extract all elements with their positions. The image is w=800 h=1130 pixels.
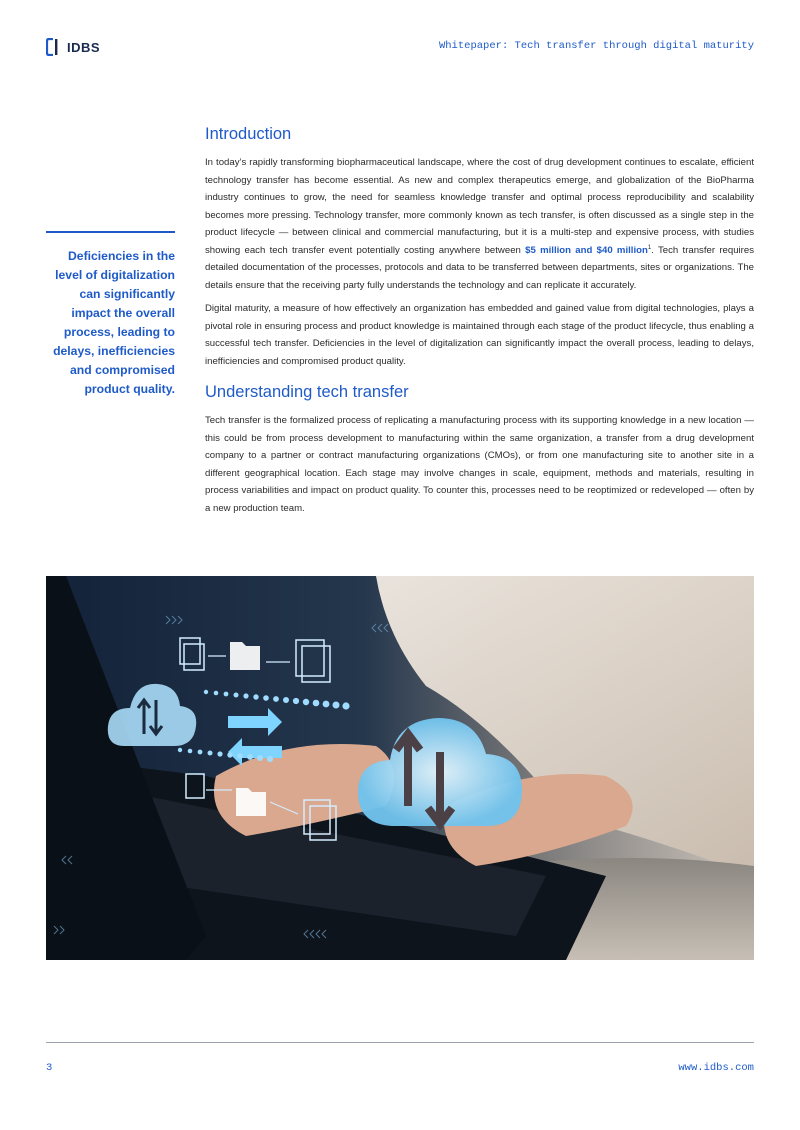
- intro-paragraph-1: [205, 154, 754, 294]
- page-number: 3: [46, 1062, 53, 1074]
- sidebar-divider: [46, 231, 175, 233]
- intro-paragraph-2: Digital maturity, a measure of how effectively an organization has embedded and gained value from digital technologies, plays a pivotal role in ensuring process and product knowledge is maintained through each stage of the product lifecycle, thus enabling a successful tech transfer. Deficiencies in the level of digitalization can significantly impact the overall process, leading to delays, inefficiencies and compromised product quality.: [205, 303, 754, 367]
- idbs-logo: [46, 38, 100, 56]
- understanding-paragraph-1: Tech transfer is the formalized process of replicating a manufacturing process with its supporting knowledge in a new location — this could be from process development to manufacturing within the same organization, a transfer from a drug development company to a partner or contract manufacturing organizations (CMOs), or from one manufacturing site to another site in a different geographical location. Each stage may involve changes in scale, equipment, methods and materials, resulting in process variabilities and impact on product quality. To counter this, processes need to be reoptimized or redeveloped — often by a new production team.: [205, 415, 754, 514]
- document-title: Whitepaper: Tech transfer through digital maturity: [438, 40, 754, 52]
- cost-range-highlight: $5 million and $40 million: [525, 244, 648, 256]
- intro-paragraph-1-end: . Tech transfer requires detailed documentation of the processes, protocols and data to be transferred between departments, sites or organizations. The details ensure that the receiving party fully understands the technology and can replicate it accurately.: [205, 244, 754, 291]
- hero-image: [46, 576, 754, 960]
- website-link[interactable]: www.idbs.com: [678, 1062, 754, 1074]
- footer-divider: [46, 1042, 754, 1043]
- section-heading-understanding: Understanding tech transfer: [205, 383, 409, 401]
- main-content: [205, 125, 754, 523]
- footnote-marker[interactable]: 1: [647, 244, 652, 251]
- idbs-logo-icon: [46, 38, 62, 56]
- intro-paragraph-1-start: In today’s rapidly transforming biopharmaceutical landscape, where the cost of drug development continues to escalate, efficient technology transfer has become essential. As new and complex therapeutics emerge, and globalization of the BioPharma industry continues to grow, the need for seamless knowledge transfer and optimal process reproducibility and scalability becomes more pressing. Technology transfer, more commonly known as tech transfer, is often discussed as a single step in the product lifecycle — between clinical and commercial manufacturing, but it is a multi-step and expensive process, with studies showing each tech transfer event potentially costing anywhere between: [205, 157, 754, 256]
- sidebar: [46, 231, 175, 399]
- hero-illustration: [46, 576, 754, 960]
- section-heading-introduction: Introduction: [205, 125, 292, 143]
- pull-quote: Deficiencies in the level of digitalization can significantly impact the overall process, leading to delays, inefficiencies and compromised product quality.: [53, 249, 175, 396]
- logo-wordmark: IDBS: [67, 39, 101, 55]
